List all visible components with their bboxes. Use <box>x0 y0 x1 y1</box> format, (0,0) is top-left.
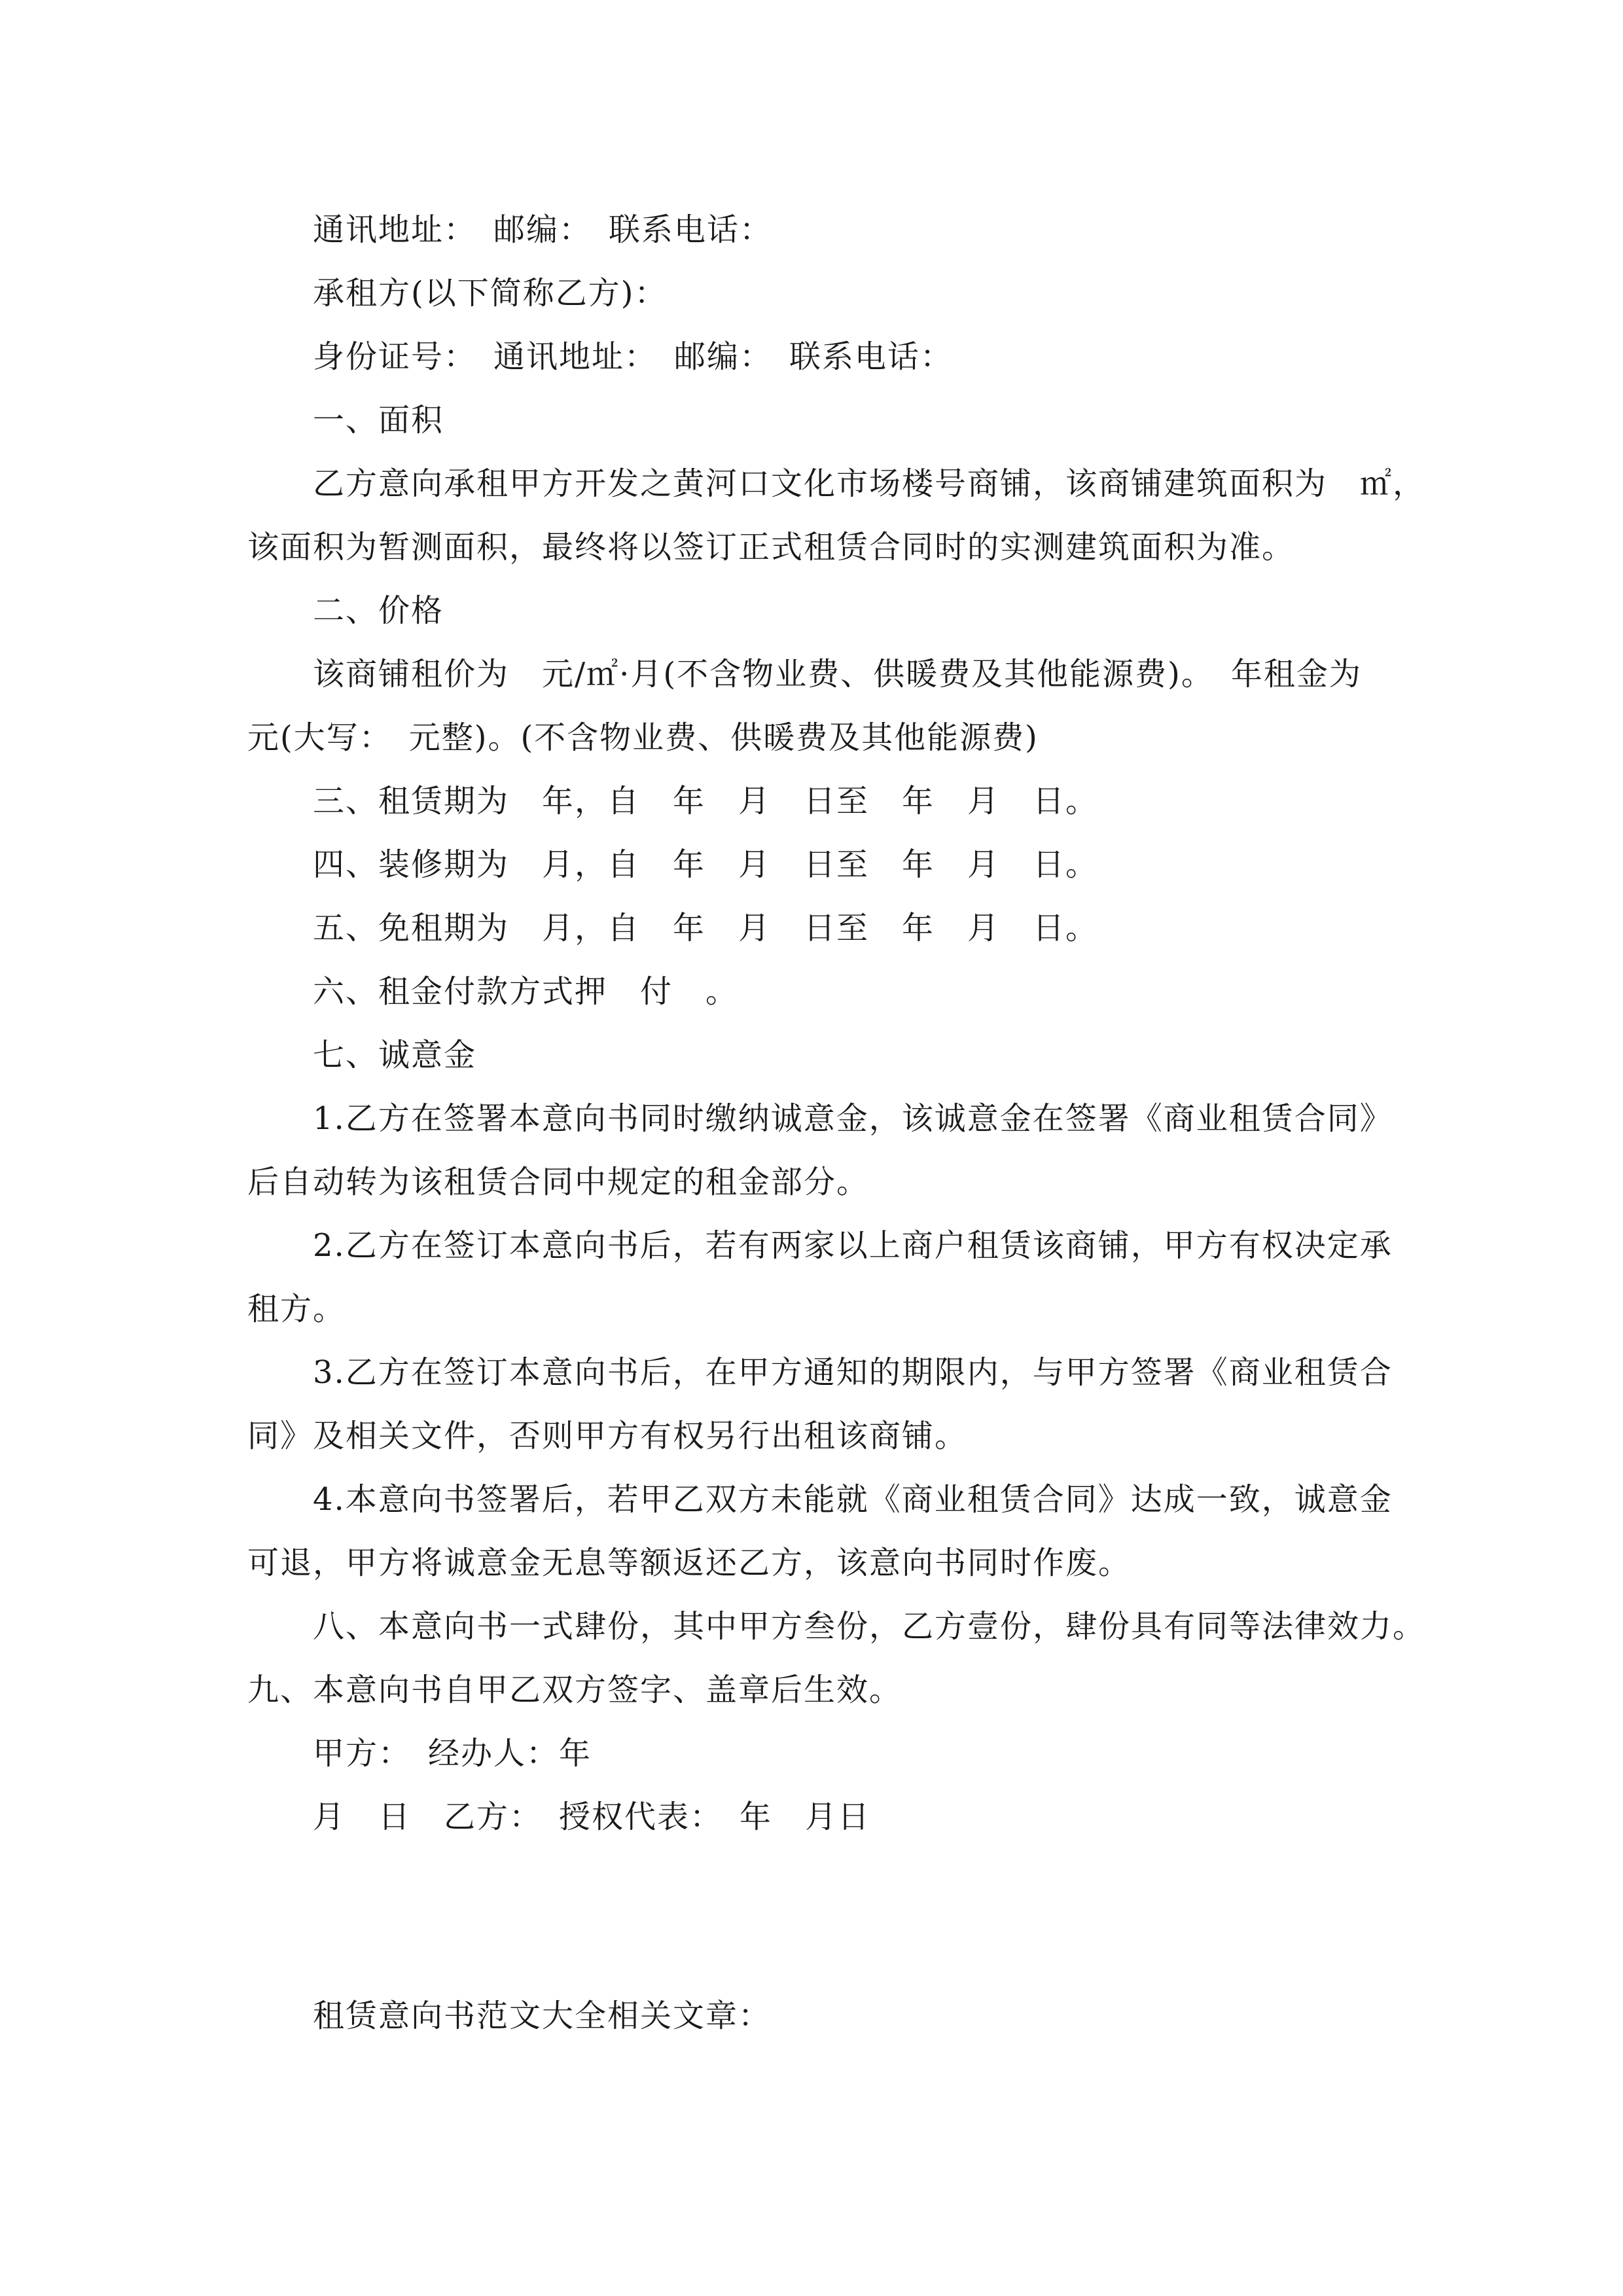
deposit-item-1-line-2: 后自动转为该租赁合同中规定的租金部分。 <box>247 1164 870 1200</box>
lessee-heading: 承租方(以下简称乙方)： <box>313 275 668 312</box>
deposit-item-3-line-2: 同》及相关文件，否则甲方有权另行出租该商铺。 <box>247 1418 968 1454</box>
lessee-contact-line: 身份证号： 通讯地址： 邮编： 联系电话： <box>313 338 954 375</box>
deposit-item-2-line-2: 租方。 <box>247 1291 346 1327</box>
area-paragraph-line-1: 乙方意向承租甲方开发之黄河口文化市场楼号商铺，该商铺建筑面积为 ㎡， <box>313 465 1426 502</box>
deposit-item-4-line-1: 4.本意向书签署后，若甲乙双方未能就《商业租赁合同》达成一致，诚意金 <box>313 1481 1393 1518</box>
contact-line-party-a: 通讯地址： 邮编： 联系电话： <box>313 211 773 248</box>
deposit-item-1-line-1: 1.乙方在签署本意向书同时缴纳诚意金，该诚意金在签署《商业租赁合同》 <box>313 1100 1393 1137</box>
signature-line-party-b: 月 日 乙方： 授权代表： 年 月日 <box>313 1799 871 1835</box>
related-articles-heading: 租赁意向书范文大全相关文章： <box>313 1998 772 2034</box>
deposit-item-4-line-2: 可退，甲方将诚意金无息等额返还乙方，该意向书同时作废。 <box>247 1545 1132 1581</box>
area-paragraph-line-2: 该面积为暂测面积，最终将以签订正式租赁合同时的实测建筑面积为准。 <box>247 529 1295 565</box>
effective-clause-line: 九、本意向书自甲乙双方签字、盖章后生效。 <box>247 1672 902 1708</box>
lease-term-line: 三、租赁期为 年，自 年 月 日至 年 月 日。 <box>313 783 1099 819</box>
deposit-item-3-line-1: 3.乙方在签订本意向书后，在甲方通知的期限内，与甲方签署《商业租赁合 <box>313 1354 1393 1391</box>
renovation-term-line: 四、装修期为 月，自 年 月 日至 年 月 日。 <box>313 846 1099 883</box>
payment-method-line: 六、租金付款方式押 付 。 <box>313 973 739 1010</box>
price-paragraph-line-1: 该商铺租价为 元/㎡·月(不含物业费、供暖费及其他能源费)。 年租金为 <box>313 656 1362 692</box>
copies-clause-line: 八、本意向书一式肆份，其中甲方叁份，乙方壹份，肆份具有同等法律效力。 <box>313 1608 1426 1645</box>
rent-free-term-line: 五、免租期为 月，自 年 月 日至 年 月 日。 <box>313 910 1099 946</box>
price-paragraph-line-2: 元(大写： 元整)。(不含物业费、供暖费及其他能源费) <box>247 719 1039 756</box>
signature-line-party-a: 甲方： 经办人：年 <box>313 1735 592 1772</box>
section-area-heading: 一、面积 <box>313 402 444 439</box>
section-deposit-heading: 七、诚意金 <box>313 1037 477 1073</box>
section-price-heading: 二、价格 <box>313 592 444 629</box>
deposit-item-2-line-1: 2.乙方在签订本意向书后，若有两家以上商户租赁该商铺，甲方有权决定承 <box>313 1227 1393 1264</box>
